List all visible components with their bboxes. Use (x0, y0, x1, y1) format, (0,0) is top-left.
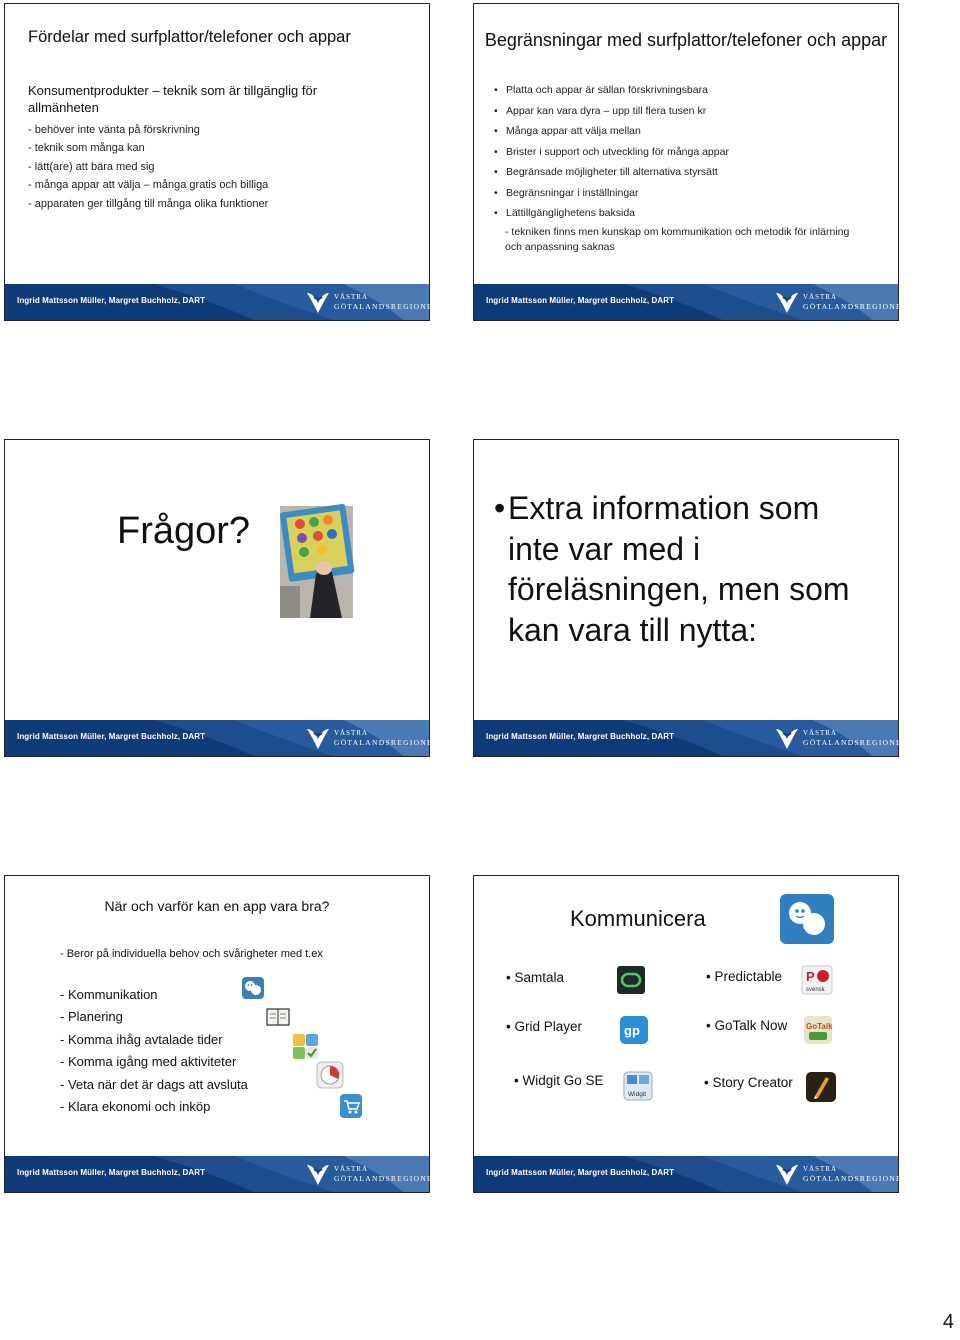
logo-line2: GÖTALANDSREGIONEN (334, 1174, 440, 1183)
list-item: - behöver inte vänta på förskrivning (28, 124, 200, 136)
footer-author: Ingrid Mattsson Müller, Margret Buchholz, DART (486, 732, 675, 741)
vgr-logo (305, 1161, 440, 1187)
svg-text:gp: gp (624, 1023, 640, 1038)
bullet: • (494, 490, 506, 526)
vgr-logo (305, 289, 440, 315)
widgit-badge-text: Widgit (628, 1091, 647, 1098)
predictable-badge-text: svensk (806, 987, 825, 993)
list-item: - Kommunikation (60, 987, 158, 1002)
vgr-logo (774, 1161, 909, 1187)
logo-line1: VÄSTRA (803, 293, 838, 301)
footer-author: Ingrid Mattsson Müller, Margret Buchholz, DART (486, 1168, 675, 1177)
slide-title: Frågor? (117, 510, 251, 552)
child-tablet-photo (280, 506, 353, 618)
limitations-list (494, 84, 729, 222)
extra-info-body: Extra information som inte var med i föreläsningen, men som kan vara till nytta: (508, 490, 850, 648)
vgr-logo-icon (774, 1161, 800, 1187)
needs-list (60, 984, 248, 1118)
speech-faces-icon (242, 977, 264, 999)
list-item-continuation: - tekniken finns men kunskap om kommunikation och metodik för inlärning och anpassning saknas (505, 226, 850, 253)
list-item: • Brister i support och utveckling för många appar (494, 146, 729, 159)
footer-author: Ingrid Mattsson Müller, Margret Buchholz, DART (486, 296, 675, 305)
app-grid-player-label: • Grid Player (506, 1019, 582, 1034)
footer-author: Ingrid Mattsson Müller, Margret Buchholz, DART (17, 1168, 206, 1177)
slide-when-why (4, 875, 440, 1193)
slide-footer (474, 1156, 909, 1192)
widgit-go-app-icon (624, 1072, 652, 1100)
gotalk-now-app-icon (804, 1016, 832, 1044)
logo-line2: GÖTALANDSREGIONEN (803, 302, 909, 311)
app-gotalk-now-label: • GoTalk Now (706, 1018, 787, 1033)
slide-footer (474, 720, 909, 756)
samtala-app-icon (617, 966, 645, 994)
vgr-logo-icon (774, 289, 800, 315)
list-item (494, 207, 729, 220)
logo-line2: GÖTALANDSREGIONEN (334, 738, 440, 747)
timer-icon (317, 1062, 343, 1088)
vgr-logo (774, 725, 909, 751)
slide-footer (5, 1156, 440, 1192)
app-samtala-label: • Samtala (506, 970, 564, 985)
slide-communicate (473, 875, 909, 1193)
grid-player-app-icon (620, 1016, 648, 1044)
list-item: • Begränsningar i inställningar (494, 187, 729, 200)
page-number: 4 (942, 1311, 954, 1333)
logo-line2: GÖTALANDSREGIONEN (334, 302, 440, 311)
slide-footer (474, 284, 909, 320)
logo-line1: VÄSTRA (334, 1165, 369, 1173)
speech-faces-icon (780, 894, 834, 944)
list-item-text: Lättillgänglighetens baksida (506, 207, 636, 219)
logo-line1: VÄSTRA (334, 729, 369, 737)
slide-title: När och varför kan en app vara bra? (104, 898, 330, 914)
shopping-cart-icon (340, 1094, 362, 1118)
list-item: - Veta när det är dags att avsluta (60, 1076, 248, 1092)
story-creator-app-icon (806, 1072, 836, 1102)
app-widgit-go-label: • Widgit Go SE (514, 1073, 604, 1088)
footer-author: Ingrid Mattsson Müller, Margret Buchholz, DART (17, 296, 206, 305)
app-story-creator-label: • Story Creator (704, 1075, 793, 1090)
slide-title: Fördelar med surfplattor/telefoner och appar (28, 28, 351, 46)
gotalk-badge-text: GoTalk (806, 1022, 833, 1031)
advantages-list (28, 121, 268, 213)
list-item: • Många appar att välja mellan (494, 125, 729, 138)
footer-author: Ingrid Mattsson Müller, Margret Buchholz, DART (17, 732, 206, 741)
slide-footer (5, 720, 440, 756)
vgr-logo-icon (305, 1161, 331, 1187)
list-item: - Planering (60, 1009, 123, 1025)
vgr-logo (305, 725, 440, 751)
list-item: - Komma igång med aktiviteter (60, 1054, 237, 1070)
logo-line1: VÄSTRA (803, 1165, 838, 1173)
list-item: • Platta och appar är sällan förskrivningsbara (494, 84, 729, 97)
planner-book-icon (265, 1006, 291, 1028)
logo-line1: VÄSTRA (803, 729, 838, 737)
vgr-logo (774, 289, 909, 315)
list-item: - teknik som många kan (28, 142, 145, 155)
logo-line2: GÖTALANDSREGIONEN (803, 738, 909, 747)
calendar-apps-icon (293, 1034, 319, 1060)
list-item: - lätt(are) att bära med sig (28, 160, 155, 173)
slide-intro: Konsumentprodukter – teknik som är tillgänglig för allmänheten (28, 83, 318, 115)
app-predictable-label: • Predictable (706, 969, 782, 984)
extra-info-text (494, 488, 878, 650)
list-item: - apparaten ger tillgång till många olika funktioner (28, 197, 269, 210)
list-item: - Klara ekonomi och inköp (60, 1099, 211, 1115)
logo-line2: GÖTALANDSREGIONEN (803, 1174, 909, 1183)
slide-extra-info (473, 439, 909, 757)
list-item: - många appar att välja – många gratis och billiga (28, 179, 269, 192)
slide-title: Begränsningar med surfplattor/telefoner och appar (484, 30, 888, 50)
vgr-logo-icon (305, 289, 331, 315)
logo-line1: VÄSTRA (334, 293, 369, 301)
slide-advantages (4, 3, 440, 321)
list-item: • Appar kan vara dyra – upp till flera tusen kr (494, 105, 729, 118)
list-item: - Komma ihåg avtalade tider (60, 1031, 223, 1047)
svg-text:P: P (806, 969, 815, 984)
list-item: • Begränsade möjligheter till alternativa styrsätt (494, 166, 729, 179)
predictable-app-icon (802, 966, 832, 994)
slide-questions (4, 439, 440, 757)
vgr-logo-icon (774, 725, 800, 751)
slide-subtitle: - Beror på individuella behov och svårigheter med t.ex (60, 948, 323, 960)
vgr-logo-icon (305, 725, 331, 751)
slide-limitations (473, 3, 909, 321)
slide-footer (5, 284, 440, 320)
slide-title: Kommunicera (570, 906, 706, 931)
